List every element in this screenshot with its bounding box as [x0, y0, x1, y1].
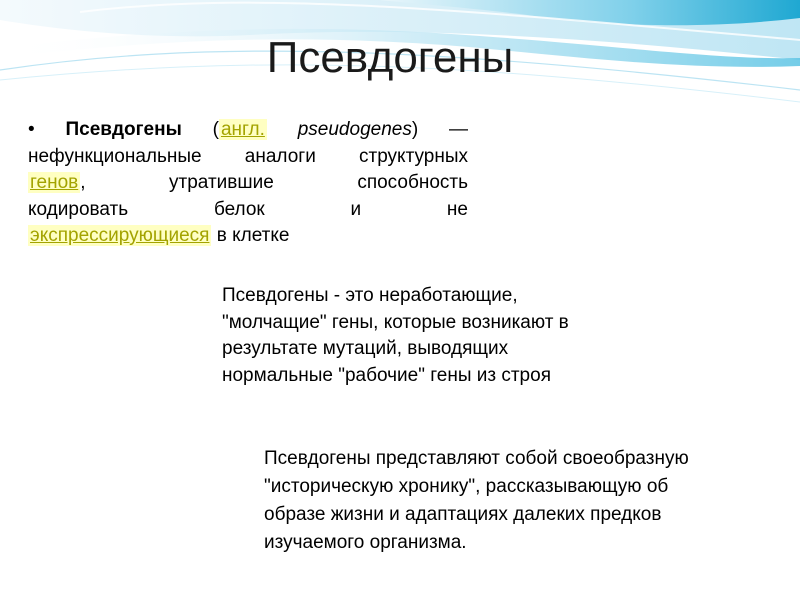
paragraph-nonworking-genes: [222, 283, 642, 389]
link-genes[interactable]: генов: [30, 172, 79, 193]
paragraph3-line: "историческую хронику", рассказывающую об: [264, 476, 669, 497]
definition-line-5-rest: в клетке: [211, 225, 290, 246]
link-expressing[interactable]: экспрессирующиеся: [30, 225, 210, 246]
paragraph3-line: изучаемого организма.: [264, 532, 467, 553]
bullet: •: [28, 119, 35, 140]
definition-line-3: [28, 170, 468, 197]
paragraph2-line: Псевдогены - это неработающие,: [222, 285, 518, 306]
slide-title: Псевдогены: [266, 33, 514, 82]
paragraph2-line: "молчащие" гены, которые возникают в: [222, 311, 569, 333]
link-english[interactable]: англ.: [220, 119, 265, 140]
definition-paragraph: [28, 117, 468, 250]
paragraph-historical-chronicle: [264, 445, 784, 557]
paragraph2-line: нормальные "рабочие" гены из строя: [222, 364, 551, 386]
definition-line-1: [28, 117, 468, 144]
paragraph3-line: образе жизни и адаптациях далеких предков: [264, 504, 662, 525]
dash: —: [449, 119, 468, 140]
english-term: pseudogenes: [297, 119, 412, 140]
definition-line-3-rest: , утратившие способность: [80, 172, 468, 193]
definition-line-4: кодировать белок и не: [28, 198, 468, 220]
term-bold: Псевдогены: [65, 119, 182, 140]
definition-line-5: [28, 223, 468, 250]
definition-line-2: нефункциональные аналоги структурных: [28, 145, 468, 167]
paragraph2-line: результате мутаций, выводящих: [222, 338, 509, 359]
open-paren: (: [212, 119, 219, 140]
paragraph3-line: Псевдогены представляют собой своеобразную: [264, 448, 689, 469]
close-paren: ): [411, 119, 419, 140]
